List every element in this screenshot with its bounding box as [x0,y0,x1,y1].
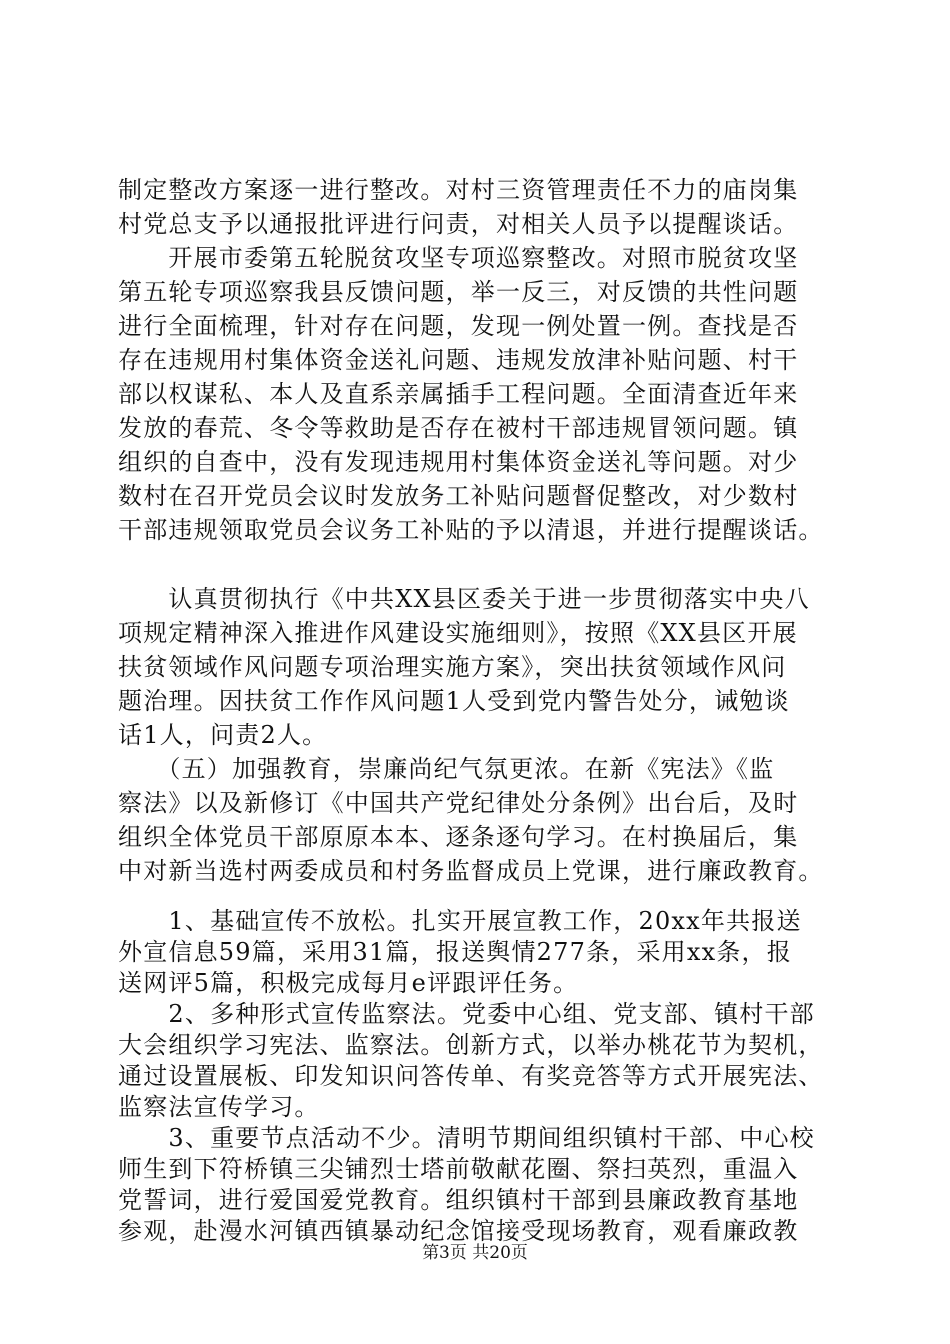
text-line: （五）加强教育，崇廉尚纪气氛更浓。在新《宪法》《监 [118,755,775,783]
text-line: 3、重要节点活动不少。清明节期间组织镇村干部、中心校 [118,1124,815,1152]
text-line: 干部违规领取党员会议务工补贴的予以清退，并进行提醒谈话。 [118,516,824,544]
text-line: 发放的春荒、冬令等救助是否存在被村干部违规冒领问题。镇 [118,414,799,442]
text-line: 数村在召开党员会议时发放务工补贴问题督促整改，对少数村 [118,482,799,510]
text-line: 部以权谋私、本人及直系亲属插手工程问题。全面清查近年来 [118,380,799,408]
text-line: 制定整改方案逐一进行整改。对村三资管理责任不力的庙岗集 [118,176,799,204]
text-line: 送网评5篇，积极完成每月e评跟评任务。 [118,969,579,997]
text-line: 参观，赴漫水河镇西镇暴动纪念馆接受现场教育，观看廉政教 [118,1217,799,1245]
text-line: 项规定精神深入推进作风建设实施细则》，按照《XX县区开展 [118,619,798,647]
text-line: 察法》以及新修订《中国共产党纪律处分条例》出台后，及时 [118,789,799,817]
text-line: 党誓词，进行爱国爱党教育。组织镇村干部到县廉政教育基地 [118,1186,799,1214]
text-line: 话1人，问责2人。 [118,721,328,749]
text-line: 村党总支予以通报批评进行问责，对相关人员予以提醒谈话。 [118,210,799,238]
text-line: 第五轮专项巡察我县反馈问题，举一反三，对反馈的共性问题 [118,278,799,306]
text-line: 进行全面梳理，针对存在问题，发现一例处置一例。查找是否 [118,312,799,340]
text-line: 通过设置展板、印发知识问答传单、有奖竞答等方式开展宪法、 [118,1062,824,1090]
text-line: 扶贫领域作风问题专项治理实施方案》，突出扶贫领域作风问 [118,653,787,681]
text-line: 认真贯彻执行《中共XX县区委关于进一步贯彻落实中央八 [118,585,810,613]
text-line: 2、多种形式宣传监察法。党委中心组、党支部、镇村干部 [118,1000,815,1028]
text-line: 组织全体党员干部原原本本、逐条逐句学习。在村换届后，集 [118,823,799,851]
text-line: 1、基础宣传不放松。扎实开展宣教工作，20xx年共报送 [118,907,802,935]
page-footer: 第3页 共20页 [422,1243,528,1263]
text-line: 师生到下符桥镇三尖铺烈士塔前敬献花圈、祭扫英烈，重温入 [118,1155,799,1183]
text-line: 存在违规用村集体资金送礼问题、违规发放津补贴问题、村干 [118,346,799,374]
text-line: 组织的自查中，没有发现违规用村集体资金送礼等问题。对少 [118,448,799,476]
text-line: 开展市委第五轮脱贫攻坚专项巡察整改。对照市脱贫攻坚 [118,244,799,272]
text-line: 外宣信息59篇，采用31篇，报送舆情277条，采用xx条，报 [118,938,792,966]
text-line: 题治理。因扶贫工作作风问题1人受到党内警告处分，诫勉谈 [118,687,790,715]
text-line: 监察法宣传学习。 [118,1093,320,1121]
text-line: 大会组织学习宪法、监察法。创新方式，以举办桃花节为契机， [118,1031,824,1059]
text-line: 中对新当选村两委成员和村务监督成员上党课，进行廉政教育。 [118,857,824,885]
